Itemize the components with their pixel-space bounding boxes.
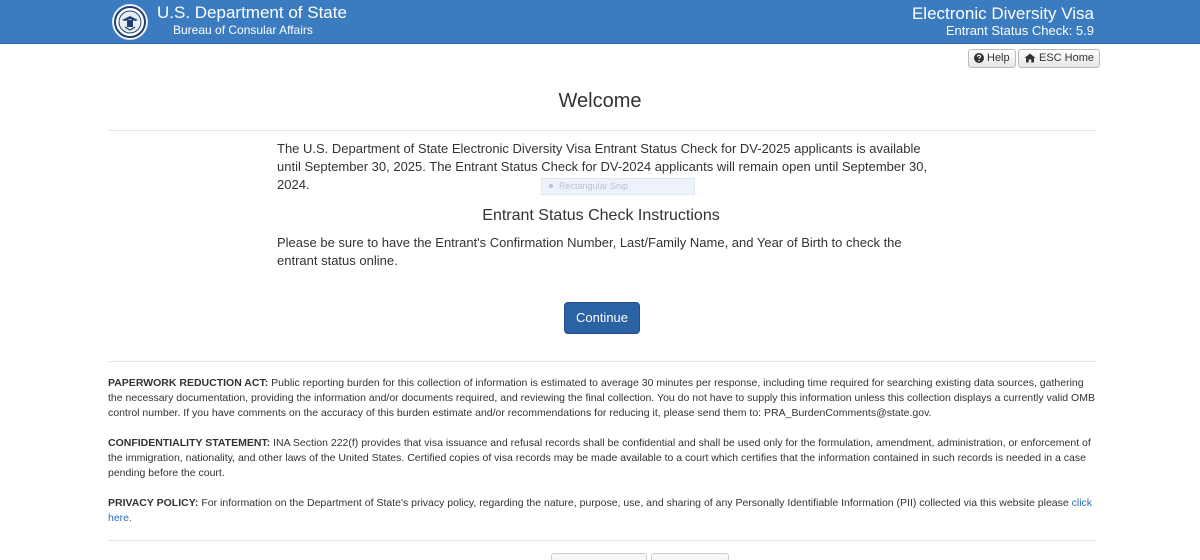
confidentiality-heading: CONFIDENTIALITY STATEMENT:: [108, 437, 271, 449]
instructions-heading: Entrant Status Check Instructions: [482, 207, 720, 224]
privacy-policy-notice: [108, 496, 1096, 526]
app-title: Electronic Diversity Visa: [911, 4, 1094, 23]
snip-dot-icon: [549, 184, 553, 188]
esc-home-button[interactable]: [1018, 49, 1100, 68]
home-icon: [1024, 52, 1036, 69]
continue-button[interactable]: Continue: [564, 302, 640, 334]
site-header: [0, 0, 1200, 44]
privacy-text: For information on the Department of State's privacy policy, regarding the nature, purpose, use, and sharing of any Personally Identifiable Information (PII) collected via this website please: [198, 497, 1072, 509]
agency-subtitle: Bureau of Consular Affairs: [173, 23, 313, 37]
department-seal-logo: [112, 4, 148, 40]
agency-title: U.S. Department of State: [157, 3, 347, 22]
divider: [108, 540, 1096, 541]
help-button[interactable]: [968, 49, 1016, 68]
privacy-heading: PRIVACY POLICY:: [108, 497, 199, 509]
confidentiality-notice: [108, 436, 1096, 481]
page-title: Welcome: [558, 90, 642, 112]
snip-tool-overlay: [541, 178, 695, 195]
app-version: Entrant Status Check: 5.9: [945, 23, 1094, 38]
paperwork-heading: PAPERWORK REDUCTION ACT:: [108, 377, 269, 389]
instructions-text: Please be sure to have the Entrant's Confirmation Number, Last/Family Name, and Year of Birth to check the entrant status online.: [277, 235, 902, 268]
esc-home-label: ESC Home: [1039, 52, 1095, 64]
question-circle-icon: [974, 52, 984, 69]
divider: [108, 361, 1096, 362]
snip-overlay-label: Rectangular Snip: [559, 181, 629, 191]
paperwork-reduction-notice: [108, 376, 1096, 421]
help-label: Help: [987, 52, 1010, 64]
paperwork-text: Public reporting burden for this collection of information is estimated to average 30 minutes per response, including time required for searching existing data sources, gathering the necessary documentation, providing the information and/or documents required, and reviewing the final collection. You do not have to supply this information unless this collection displays a currently valid OMB control number. If you have comments on the accuracy of this burden estimate and/or recommendations for reducing it, please send them to: PRA_BurdenComments@state.gov.: [108, 377, 1095, 419]
privacy-click-here-link[interactable]: click here.: [108, 497, 1093, 524]
divider: [108, 130, 1096, 131]
intro-paragraph: The U.S. Department of State Electronic Diversity Visa Entrant Status Check for DV-2025 applicants is available until September 30, 2025. The Entrant Status Check for DV-2024 applicants will remain open until September 30, 2024.: [277, 141, 928, 192]
confidentiality-text: INA Section 222(f) provides that visa issuance and refusal records shall be confidential and shall be used only for the formulation, amendment, administration, or enforcement of the immigration, nationality, and other laws of the United States. Certified copies of visa records may be made available to a court which certifies that the information contained in such records is needed in a case pending before the court.: [108, 437, 1091, 479]
